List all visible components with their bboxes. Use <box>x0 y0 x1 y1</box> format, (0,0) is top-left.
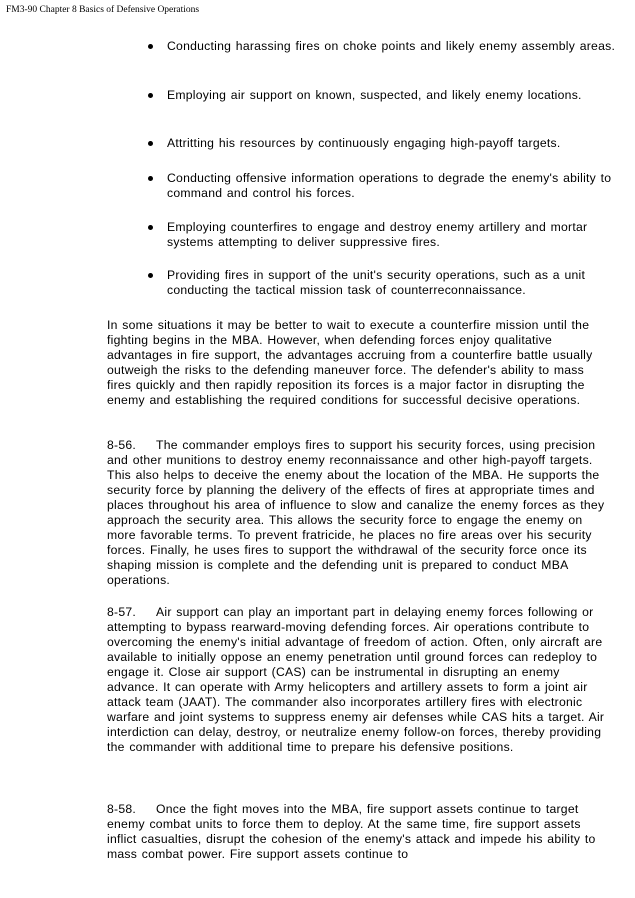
bullet-text: Providing fires in support of the unit's security operations, such as a unit conducting the tactical mission task of counterreconnaissance. <box>167 268 586 297</box>
body-paragraph <box>107 605 610 755</box>
bullet-item <box>148 39 618 54</box>
bullet-text: Employing air support on known, suspected, and likely enemy locations. <box>167 88 582 102</box>
bullet-text: Employing counterfires to engage and destroy enemy artillery and mortar systems attempting to deliver suppressive fires. <box>167 220 588 249</box>
bullet-dot-icon <box>148 93 153 98</box>
bullet-dot-icon <box>148 44 153 49</box>
paragraph-number: 8-56. <box>107 438 137 452</box>
paragraph-text: Once the fight moves into the MBA, fire support assets continue to target enemy combat units to force them to deploy. At the same time, fire support assets inflict casualties, disrupt the cohesion of the enemy's attack and impede his ability to mass combat power. Fire support assets continue to <box>107 802 596 861</box>
body-paragraph <box>107 802 610 862</box>
bullet-item <box>148 171 618 201</box>
running-header: FM3-90 Chapter 8 Basics of Defensive Operations <box>6 5 200 15</box>
bullet-dot-icon <box>148 273 153 278</box>
bullet-item <box>148 88 618 103</box>
paragraph-text: The commander employs fires to support his security forces, using precision and other munitions to destroy enemy reconnaissance and other high-payoff targets. This also helps to deceive the enemy about the location of the MBA. He supports the security force by planning the delivery of the effects of fires at appropriate times and places throughout his area of influence to slow and canalize the enemy forces as they approach the security area. This allows the security force to engage the enemy on more favorable terms. To prevent fratricide, he places no fire areas over his security forces. Finally, he uses fires to support the withdrawal of the security force once its shaping mission is complete and the defending unit is prepared to conduct MBA operations. <box>107 438 605 587</box>
bullet-item <box>148 136 618 151</box>
paragraph-number: 8-58. <box>107 802 137 816</box>
bullet-dot-icon <box>148 225 153 230</box>
bullet-dot-icon <box>148 176 153 181</box>
body-paragraph <box>107 318 610 408</box>
bullet-text: Attritting his resources by continuously engaging high-payoff targets. <box>167 136 561 150</box>
paragraph-text: Air support can play an important part in delaying enemy forces following or attempting to bypass rearward-moving defending forces. Air operations contribute to overcoming the enemy's initial advantage of freedom of action. Often, only aircraft are available to initially oppose an enemy penetration until ground forces can redeploy to engage it. Close air support (CAS) can be instrumental in disrupting an enemy advance. It can operate with Army helicopters and artillery assets to form a joint air attack team (JAAT). The commander also incorporates artillery fires with electronic warfare and joint systems to suppress enemy air defenses while CAS hits a target. Air interdiction can delay, destroy, or neutralize enemy follow-on forces, thereby providing the commander with additional time to prepare his defensive positions. <box>107 605 605 754</box>
bullet-item <box>148 268 618 298</box>
bullet-dot-icon <box>148 141 153 146</box>
paragraph-number: 8-57. <box>107 605 137 619</box>
bullet-text: Conducting offensive information operations to degrade the enemy's ability to command and control his forces. <box>167 171 612 200</box>
paragraph-text: In some situations it may be better to wait to execute a counterfire mission until the fighting begins in the MBA. However, when defending forces enjoy qualitative advantages in fire support, the advantages accruing from a counterfire battle usually outweigh the risks to the defending maneuver force. The defender's ability to mass fires quickly and then rapidly reposition its forces is a major factor in disrupting the enemy and establishing the required conditions for successful decisive operations. <box>107 318 593 407</box>
bullet-text: Conducting harassing fires on choke points and likely enemy assembly areas. <box>167 39 616 53</box>
body-paragraph <box>107 438 610 588</box>
bullet-item <box>148 220 618 250</box>
